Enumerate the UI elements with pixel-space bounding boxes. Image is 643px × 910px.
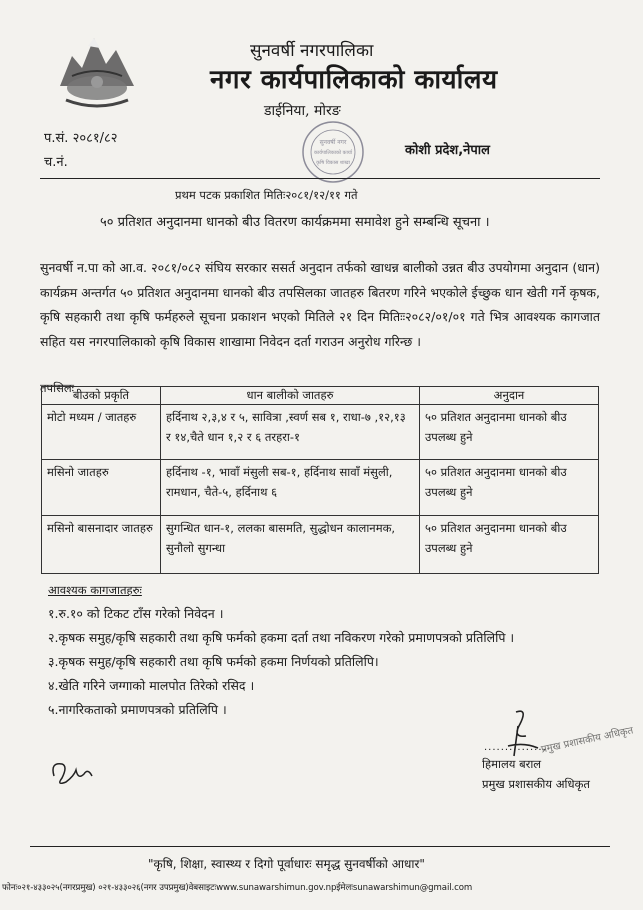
- notice-subject: ५० प्रतिशत अनुदानमा धानको बीउ वितरण कार्यक्रममा समावेश हुने सम्बन्धि सूचना ।: [100, 215, 490, 230]
- reference-number: प.सं. २०८१/८२: [44, 131, 118, 146]
- notice-body: सुनवर्षी न.पा को आ.व. २०८१/०८२ संघिय सरकार ससर्त अनुदान तर्फको खाधन्न बालीको उन्नत बीउ उपयोगमा अनुदान (धान) कार्यक्रम अन्तर्गत ५० प्रतिशत अनुदानमा धानको बीउ तपसिलका जातहरु बितरण गरिने भएकोले ईच्छुक धान खेती गर्ने कृषक, कृषि सहकारी तथा कृषि फर्महरुले सूचना प्रकाशन भएको मितिले २१ दिन मितिःः२०८२/०१/०१ गते भित्र आवश्यक कागजात सहित यस नगरपालिकाको कृषि विकास शाखामा निवेदन दर्ता गराउन अनुरोध गरिन्छ ।: [40, 260, 600, 349]
- table-row: [42, 405, 599, 460]
- requirement-item: ४.खेति गरिने जग्गाको मालपोत तिरेको रसिद ।: [48, 678, 255, 693]
- stamp-line-1: सुनवर्षी नगर: [319, 139, 347, 146]
- table-label: तपसिलः: [40, 381, 74, 395]
- row-subsidy: ५० प्रतिशत अनुदानमा धानको बीउ उपलब्ध हुने: [420, 516, 599, 574]
- requirements-heading: आवश्यक कागजातहरुः: [48, 583, 142, 597]
- row-seed-type: मोटो मध्यम / जातहरु: [42, 405, 161, 460]
- province-label: कोशी प्रदेश,नेपाल: [405, 143, 490, 158]
- row-subsidy: ५० प्रतिशत अनुदानमा धानको बीउ उपलब्ध हुने: [420, 460, 599, 516]
- office-location: डाईनिया, मोरङ: [264, 103, 341, 119]
- row-seed-type: मसिनो बासनादार जातहरु: [42, 516, 161, 574]
- row-varieties: हर्दिनाथ -१, भावाँ मंसुली सब-१, हर्दिनाथ सावाँ मंसुली, रामधान, चैते-५, हर्दिनाथ ६: [161, 460, 420, 516]
- header-divider: [40, 178, 600, 179]
- nepal-emblem-icon: [52, 16, 142, 112]
- table-row: [42, 516, 599, 574]
- table-header-row: [42, 387, 599, 405]
- footer-contact: फोनः०२१-४३३०२५(नगरप्रमुख) ०२१-४३३०२६(नगर उपप्रमुख)वेबसाइटःwww.sunawarshimun.gov.npईमेलःsunawarshimun@gmail.com: [2, 883, 473, 893]
- stamp-line-3: कृषि विकास शाखा: [316, 160, 350, 166]
- row-varieties: सुगन्धित धान-१, ललका बासमति, सुद्धोधन कालानमक, सुनौलो सुगन्धा: [161, 516, 420, 574]
- col-subsidy: अनुदान: [420, 387, 599, 405]
- footer-divider: [30, 846, 610, 847]
- col-varieties: धान बालीको जातहरु: [161, 387, 420, 405]
- requirement-item: ३.कृषक समुह/कृषि सहकारी तथा कृषि फर्मको हकमा निर्णयको प्रतिलिपि।: [48, 654, 379, 669]
- signature-dots: ...............: [484, 742, 547, 753]
- col-seed-type: बीउको प्रकृति: [42, 387, 161, 405]
- requirement-item: २.कृषक समुह/कृषि सहकारी तथा कृषि फर्मको हकमा दर्ता तथा नविकरण गरेको प्रमाणपत्रको प्रतिलिपि ।: [48, 630, 515, 645]
- first-published-date: प्रथम पटक प्रकाशित मितिः२०८१/१२/११ गते: [175, 188, 358, 202]
- row-seed-type: मसिनो जातहरु: [42, 460, 161, 516]
- office-title: नगर कार्यपालिकाको कार्यालय: [210, 65, 498, 95]
- row-subsidy: ५० प्रतिशत अनुदानमा धानको बीउ उपलब्ध हुने: [420, 405, 599, 460]
- stamp-line-2: कार्यपालिकाको कार्या: [313, 150, 353, 156]
- signature-stamp-text: प्रमुख प्रशासकीय अधिकृत: [540, 725, 635, 756]
- variety-table: [41, 386, 599, 574]
- municipality-name: सुनवर्षी नगरपालिका: [250, 41, 374, 61]
- row-varieties: हर्दिनाथ २,३,४ र ५, सावित्रा ,स्वर्ण सब १, राधा-७ ,१२,१३ र १४,चैते धान १,२ र ६ तरहरा-१: [161, 405, 420, 460]
- initial-mark-icon: [48, 756, 104, 790]
- footer-slogan: "कृषि, शिक्षा, स्वास्थ्य र दिगो पूर्वाधारः समृद्ध सुनवर्षीको आधार": [148, 857, 425, 871]
- requirement-item: ५.नागरिकताको प्रमाणपत्रको प्रतिलिपि ।: [48, 702, 227, 717]
- requirement-item: १.रु.१० को टिकट टाँस गरेको निवेदन ।: [48, 606, 224, 621]
- table-row: [42, 460, 599, 516]
- signatory-name: हिमालय बराल: [482, 757, 542, 771]
- office-stamp-icon: [300, 118, 366, 186]
- dispatch-number: च.नं.: [44, 155, 68, 170]
- signatory-role: प्रमुख प्रशासकीय अधिकृत: [482, 777, 590, 791]
